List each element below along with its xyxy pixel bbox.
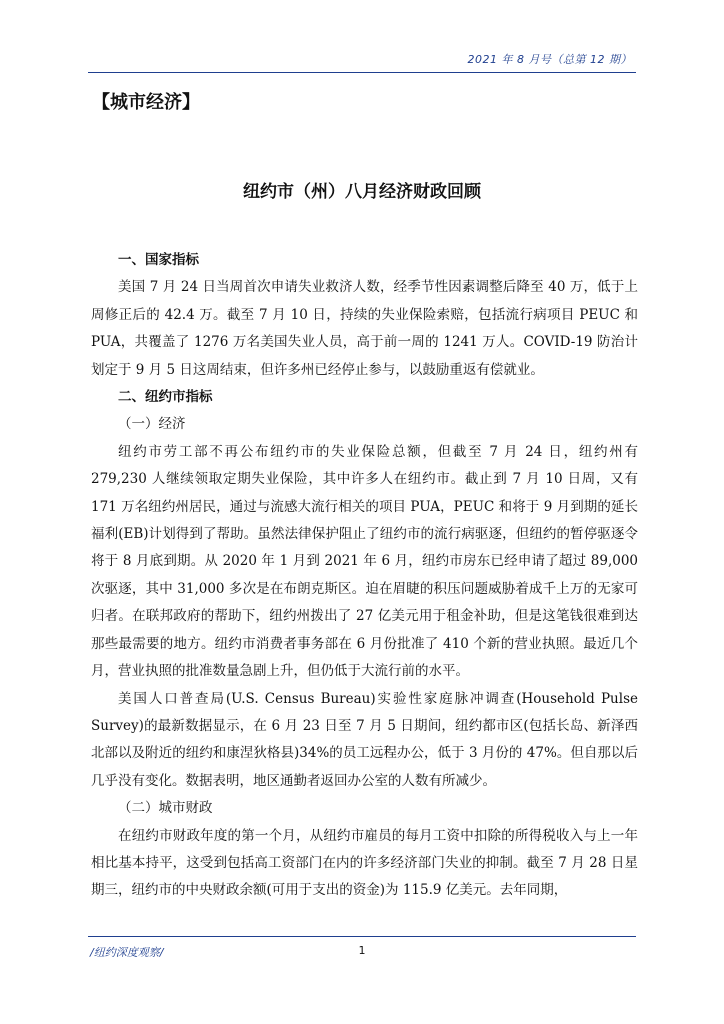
paragraph-economy: 纽约市劳工部不再公布纽约市的失业保险总额，但截至 7 月 24 日，纽约州有 279,230 人继续领取定期失业保险，其中许多人在纽约市。截止到 7 月 10 日周，又有 171 万名纽约州居民，通过与流感大流行相关的项目 PUA，PEUC 和将于 9 月到期的延长福利(EB)计划得到了帮助。虽然法律保护阻止了纽约市的流行病驱逐，但纽约的暂停驱逐令将于 8 月底到期。从 2020 年 1 月到 2021 年 6 月，纽约市房东已经申请了超过 89,000 次驱逐，其中 31,000 多次是在布朗克斯区。迫在眉睫的积压问题威胁着成千上万的无家可归者。在联邦政府的帮助下，纽约州拨出了 27 亿美元用于租金补助，但是这笔钱很难到达那些最需要的地方。纽约市消费者事务部在 6 月份批准了 410 个新的营业执照。最近几个月，营业执照的批准数量急剧上升，但仍低于大流行前的水平。 [91,443,638,680]
footer-brand: /纽约深度观察/ [90,946,164,959]
article-body [91,247,638,905]
footer-divider [88,936,636,937]
heading-nyc-indicators: 二、纽约市指标 [118,389,213,406]
header-divider [88,72,636,73]
section-title: 【城市经济】 [92,92,200,113]
subheading-city-finance: （二）城市财政 [118,800,213,817]
page-number: 1 [358,944,366,957]
heading-national-indicators: 一、国家指标 [118,252,199,268]
subheading-economy: （一）经济 [118,416,186,433]
article-title: 纽约市（州）八月经济财政回顾 [243,182,481,202]
paragraph-city-finance: 在纽约市财政年度的第一个月，从纽约市雇员的每月工资中扣除的所得税收入与上一年相比基本持平，这受到包括高工资部门在内的许多经济部门失业的抑制。截至 7 月 28 日星期三，纽约市的中央财政余额(可用于支出的资金)为 115.9 亿美元。去年同期， [91,827,638,899]
issue-label: 2021 年 8 月号（总第 12 期） [467,53,632,66]
paragraph-national: 美国 7 月 24 日当周首次申请失业救济人数，经季节性因素调整后降至 40 万，低于上周修正后的 42.4 万。截至 7 月 10 日，持续的失业保险索赔，包括流行病项目 PEUC 和 PUA，共覆盖了 1276 万名美国失业人员，高于前一周的 1241 万人。COVID-19 防治计划定于 9 月 5 日这周结束，但许多州已经停止参与，以鼓励重返有偿就业。 [91,279,638,378]
paragraph-census: 美国人口普查局(U.S. Census Bureau)实验性家庭脉冲调查(Household Pulse Survey)的最新数据显示，在 6 月 23 日至 7 月 5 日期间，纽约都市区(包括长岛、新泽西北部以及附近的纽约和康涅狄格县)34%的员工远程办公，低于 3 月份的 47%。但自那以后几乎没有变化。数据表明，地区通勤者返回办公室的人数有所减少。 [91,690,638,789]
